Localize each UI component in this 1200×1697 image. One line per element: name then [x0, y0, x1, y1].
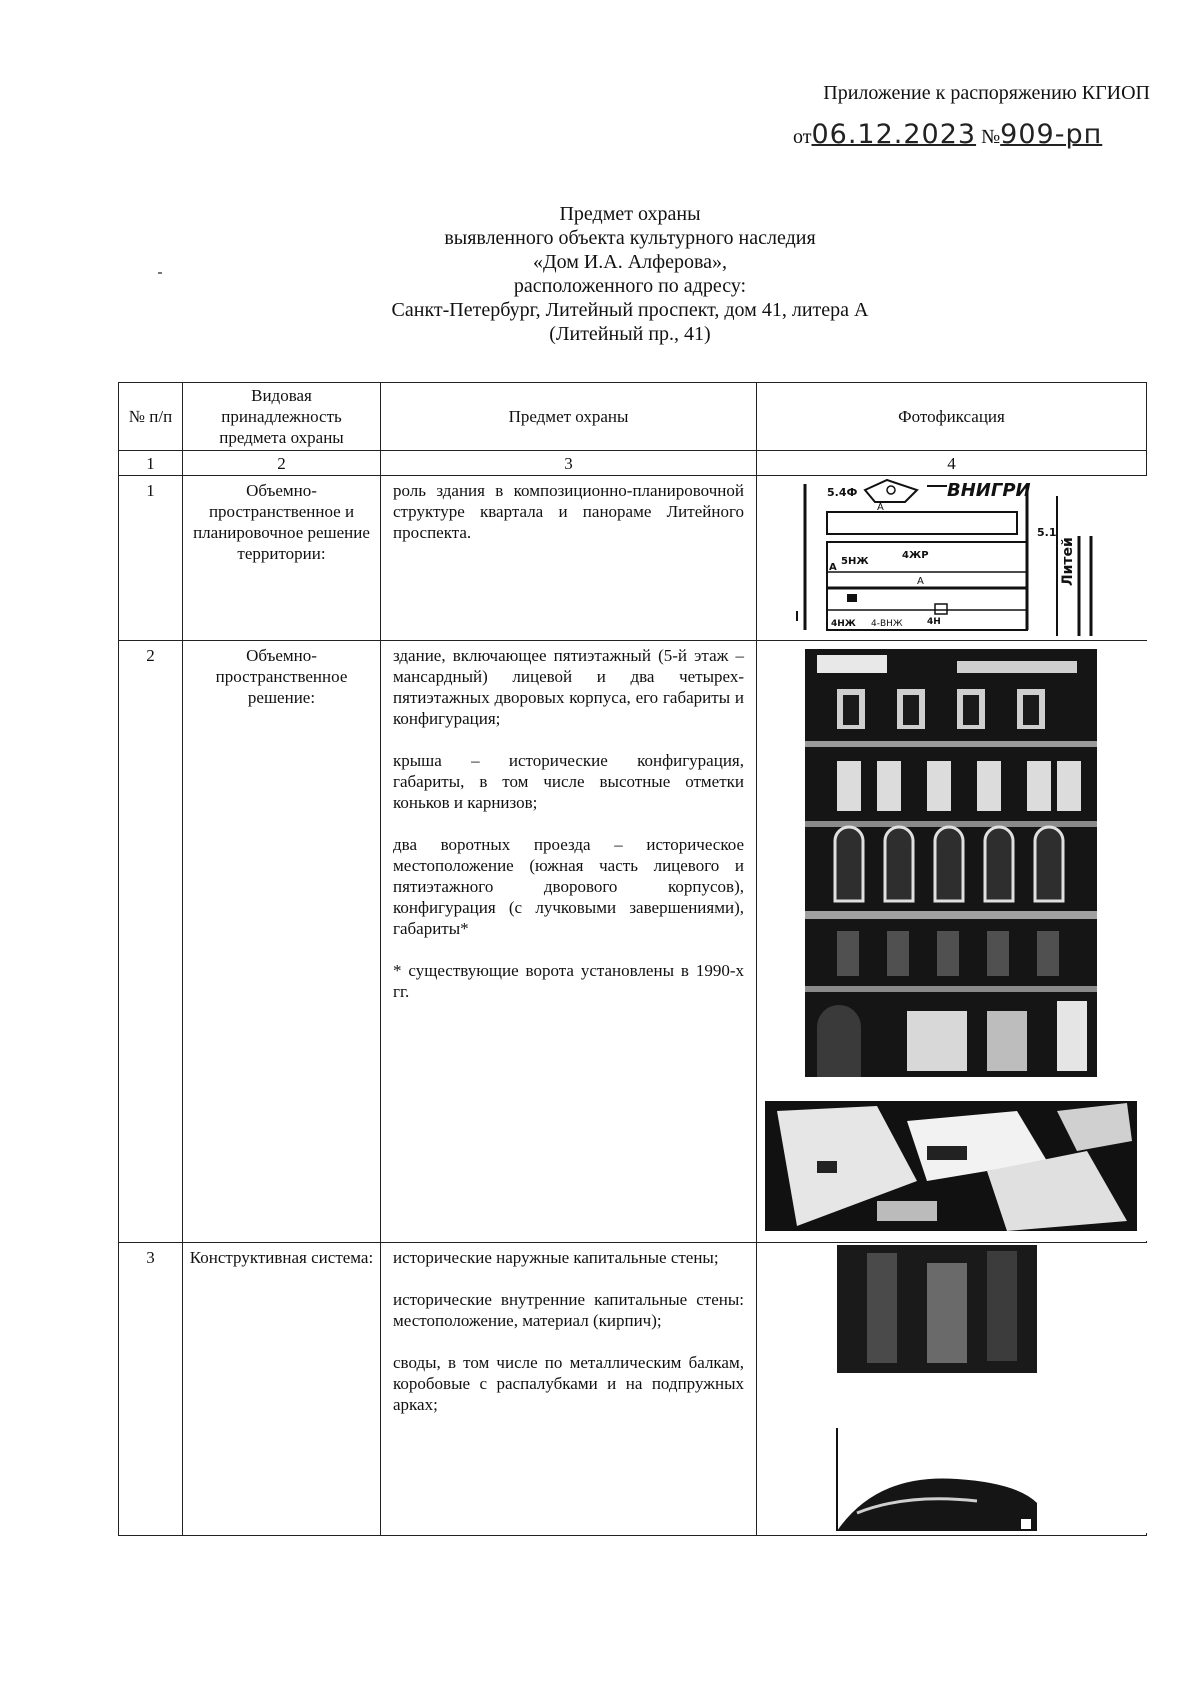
photo-cell: [757, 641, 1147, 1243]
map-label: 5.4Ф: [827, 486, 858, 499]
row-subject: [381, 1243, 757, 1536]
title-line: Предмет охраны: [559, 203, 701, 225]
row-kind: Объемно-пространственное решение:: [183, 641, 381, 1243]
order-reference: [793, 119, 1102, 150]
table-row: [119, 1243, 1147, 1536]
row-subject: [381, 476, 757, 641]
facade-photo: [757, 641, 1147, 1241]
order-number-prefix: №: [981, 126, 1001, 148]
subject-paragraph: своды, в том числе по металлическим балкам, коробовые с распалубками и на подпружных арках;: [393, 1353, 744, 1414]
index-cell: 4: [757, 451, 1147, 476]
appendix-caption: Приложение к распоряжению КГИОП: [823, 82, 1150, 104]
order-prefix: от: [793, 126, 812, 148]
photo-cell: [757, 1243, 1147, 1536]
protection-table: [118, 382, 1147, 1536]
order-date: 06.12.2023: [811, 119, 977, 150]
header-photo: Фотофиксация: [757, 383, 1147, 451]
subject-paragraph: исторические наружные капитальные стены;: [393, 1248, 719, 1267]
map-label: А: [917, 576, 924, 587]
order-number: 909-рп: [1000, 119, 1103, 150]
index-cell: 3: [381, 451, 757, 476]
subject-paragraph: * существующие ворота установлены в 1990-х гг.: [393, 961, 744, 1001]
subject-paragraph: здание, включающее пятиэтажный (5-й этаж – мансардный) лицевой и два четырех-пятиэтажных дворовых корпуса, его габариты и конфигурация;: [393, 646, 744, 728]
map-label: 4-ВНЖ: [871, 619, 903, 629]
vaults-photo: [757, 1243, 1147, 1533]
document-title: [280, 202, 980, 346]
subject-paragraph: исторические внутренние капитальные стены: местоположение, материал (кирпич);: [393, 1290, 744, 1330]
table-row: [119, 641, 1147, 1243]
map-label: 4ЖР: [902, 550, 929, 561]
title-line: расположенного по адресу:: [513, 275, 747, 297]
subject-paragraph: роль здания в композиционно-планировочной структуре квартала и панораме Литейного проспекта.: [393, 481, 744, 542]
row-kind: Объемно-пространственное и планировочное решение территории:: [183, 476, 381, 641]
title-line: «Дом И.А. Алферова»,: [532, 251, 728, 273]
subject-paragraph: крыша – исторические конфигурация, габариты, в том числе высотные отметки коньков и карнизов;: [393, 751, 744, 812]
index-cell: 1: [119, 451, 183, 476]
row-number: 2: [119, 641, 183, 1243]
header-number: № п/п: [119, 383, 183, 451]
row-number: 3: [119, 1243, 183, 1536]
header-kind: Видовая принадлежность предмета охраны: [183, 383, 381, 451]
scan-mark: [158, 272, 162, 274]
title-line: выявленного объекта культурного наследия: [444, 227, 816, 249]
subject-paragraph: два воротных проезда – историческое местоположение (южная часть лицевого и пятиэтажного дворового корпусов), конфигурация (с лучковыми завершениями), габариты*: [393, 835, 744, 938]
header-subject: Предмет охраны: [381, 383, 757, 451]
row-subject: [381, 641, 757, 1243]
map-label: 4Н: [927, 617, 941, 627]
map-label: ВНИГРИ: [947, 480, 1031, 501]
photo-cell: [757, 476, 1147, 641]
row-kind: Конструктивная система:: [183, 1243, 381, 1536]
map-label: А: [829, 562, 837, 573]
map-label: 5НЖ: [841, 556, 869, 567]
map-label: Литей: [1060, 537, 1076, 586]
map-label: 4НЖ: [831, 619, 856, 629]
map-label: А: [877, 502, 884, 513]
row-number: 1: [119, 476, 183, 641]
map-label: 5.1: [1037, 526, 1057, 539]
title-line: Санкт-Петербург, Литейный проспект, дом 41, литера А: [391, 299, 869, 321]
site-plan-image: [757, 476, 1147, 640]
table-row: [119, 476, 1147, 641]
title-line: (Литейный пр., 41): [549, 323, 711, 345]
index-cell: 2: [183, 451, 381, 476]
